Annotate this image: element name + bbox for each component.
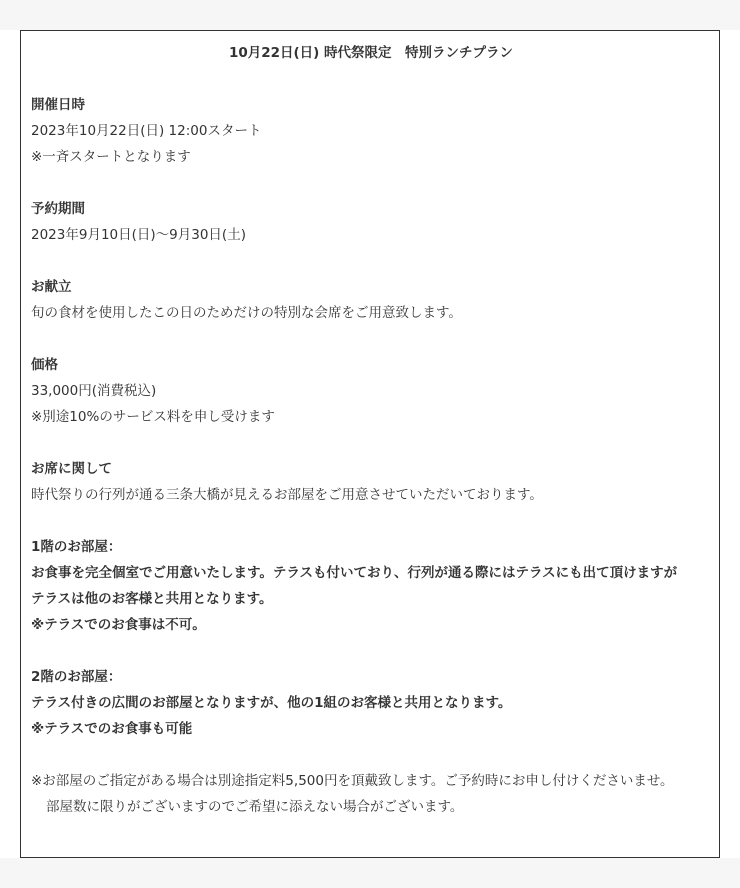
price-amount: 33,000円(消費税込) xyxy=(31,383,157,399)
floor2-line1: テラス付きの広間のお部屋となりますが、他の1組のお客様と共用となります。 xyxy=(31,695,512,711)
footer-note-line2: 部屋数に限りがございますのでご希望に添えない場合がございます。 xyxy=(46,799,464,815)
floor1-line2: テラスは他のお客様と共用となります。 xyxy=(31,591,273,607)
plan-notice-content xyxy=(31,40,711,820)
spacer xyxy=(31,66,711,92)
menu-heading: お献立 xyxy=(31,279,72,295)
menu-description: 旬の食材を使用したこの日のためだけの特別な会席をご用意致します。 xyxy=(31,305,462,321)
spacer xyxy=(31,326,711,352)
spacer xyxy=(31,170,711,196)
spacer xyxy=(31,248,711,274)
plan-notice-box xyxy=(20,30,720,858)
spacer xyxy=(31,508,711,534)
floor1-note: ※テラスでのお食事は不可。 xyxy=(31,617,206,633)
spacer xyxy=(31,430,711,456)
reservation-period: 2023年9月10日(日)〜9月30日(土) xyxy=(31,227,246,243)
reservation-heading: 予約期間 xyxy=(31,201,85,217)
spacer xyxy=(31,742,711,768)
floor2-heading: 2階のお部屋： xyxy=(31,669,122,685)
price-heading: 価格 xyxy=(31,357,58,373)
schedule-date: 2023年10月22日(日) 12:00スタート xyxy=(31,123,262,139)
floor2-note: ※テラスでのお食事も可能 xyxy=(31,721,193,737)
schedule-note: ※一斉スタートとなります xyxy=(31,149,191,165)
footer-note-line1: ※お部屋のご指定がある場合は別途指定料5,500円を頂戴致します。ご予約時にお申し付けくださいませ。 xyxy=(31,773,674,789)
price-note: ※別途10%のサービス料を申し受けます xyxy=(31,409,275,425)
schedule-heading: 開催日時 xyxy=(31,97,85,113)
plan-title: 10月22日(日) 時代祭限定 特別ランチプラン xyxy=(228,45,514,61)
floor1-heading: 1階のお部屋： xyxy=(31,539,122,555)
seating-heading: お席に関して xyxy=(31,461,112,477)
seating-description: 時代祭りの行列が通る三条大橋が見えるお部屋をご用意させていただいております。 xyxy=(31,487,543,503)
spacer xyxy=(31,638,711,664)
floor1-line1: お食事を完全個室でご用意いたします。テラスも付いており、行列が通る際にはテラスにも出て頂けますが xyxy=(31,565,678,581)
